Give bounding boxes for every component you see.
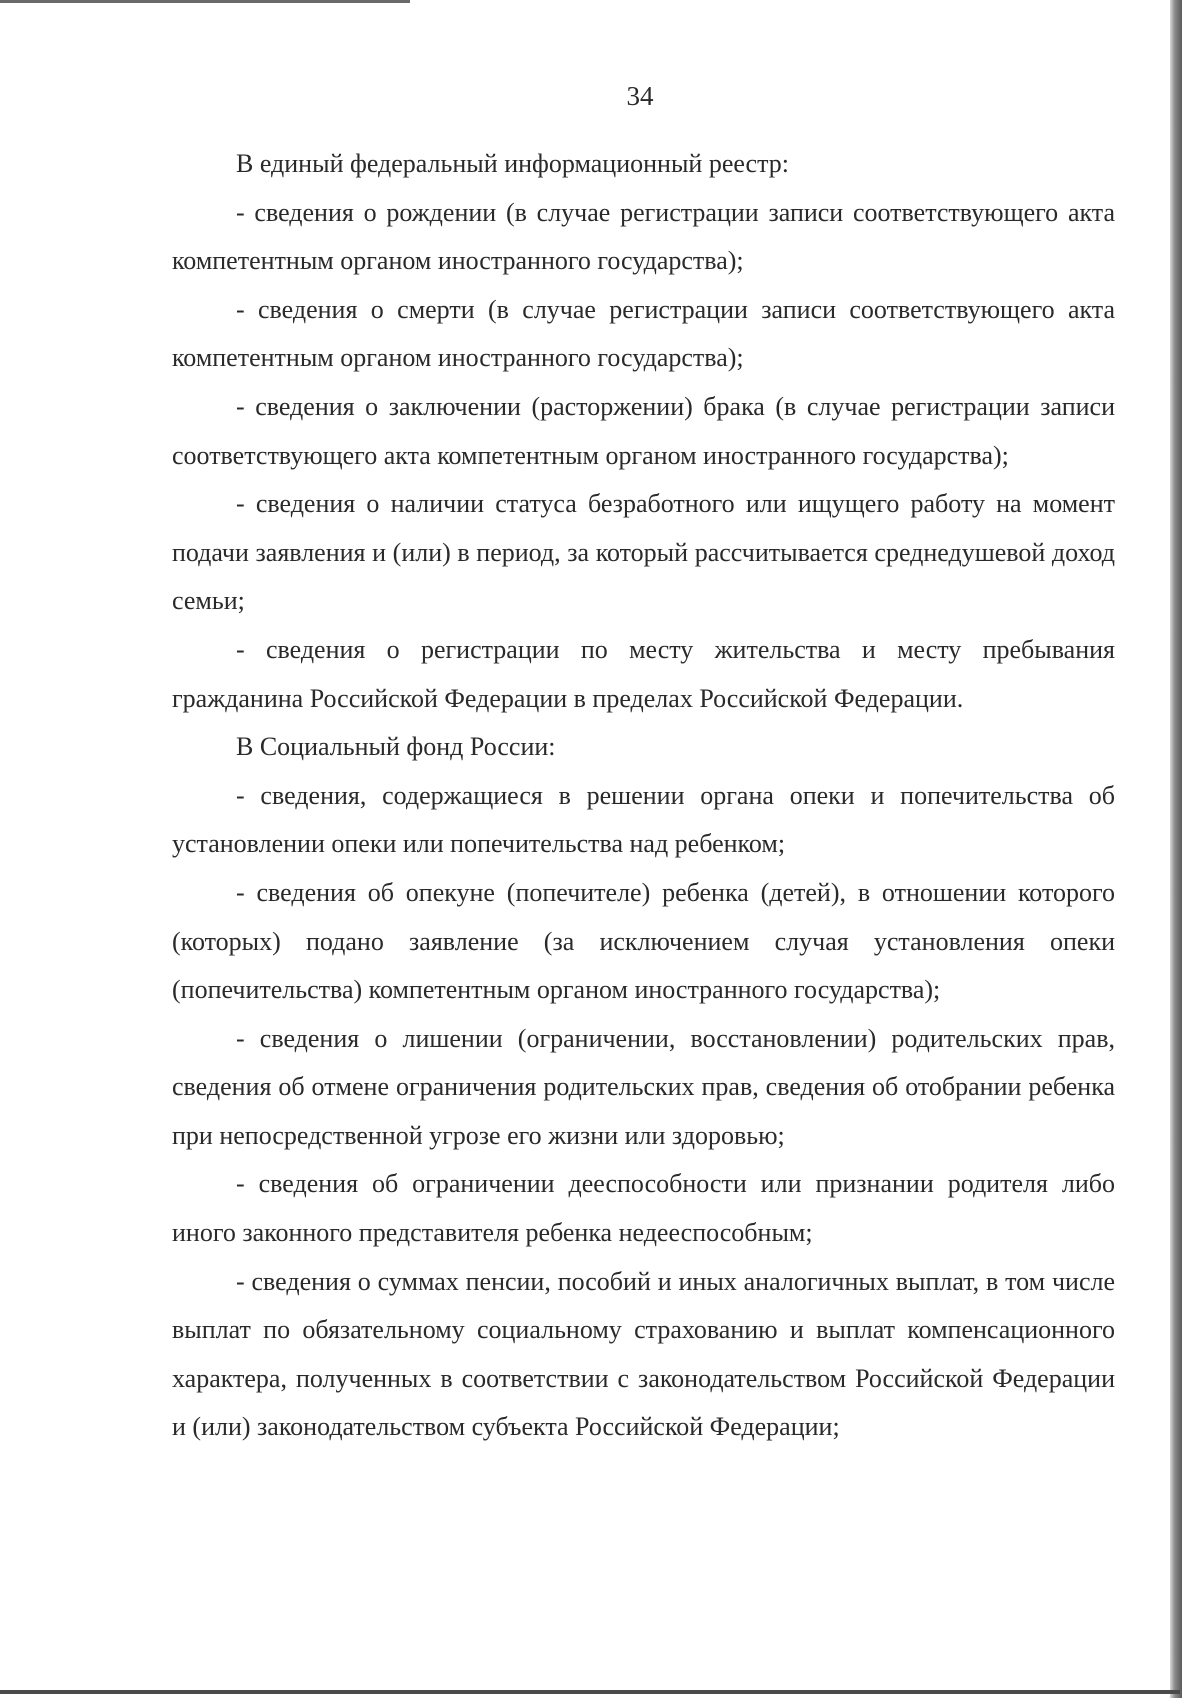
- scan-bottom-edge-line: [0, 1690, 1180, 1694]
- paragraph-birth-info: - сведения о рождении (в случае регистрации записи соответствующего акта компетентным органом иностранного государства);: [172, 197, 1115, 276]
- paragraph-unemployment-info: - сведения о наличии статуса безработного или ищущего работу на момент подачи заявления и (или) в период, за который рассчитывается среднедушевой доход семьи;: [172, 489, 1115, 616]
- paragraph-death-info: - сведения о смерти (в случае регистрации записи соответствующего акта компетентным органом иностранного государства);: [172, 294, 1115, 373]
- scan-right-edge-shadow: [1170, 0, 1182, 1698]
- page-number: 34: [626, 81, 654, 111]
- document-body: [172, 140, 1115, 1452]
- paragraph-legal-capacity: - сведения об ограничении дееспособности или признании родителя либо иного законного представителя ребенка недееспособным;: [172, 1169, 1115, 1248]
- paragraph-marriage-info: - сведения о заключении (расторжении) брака (в случае регистрации записи соответствующего акта компетентным органом иностранного государства);: [172, 391, 1115, 470]
- paragraph-guardianship-decision: - сведения, содержащиеся в решении органа опеки и попечительства об установлении опеки или попечительства над ребенком;: [172, 780, 1115, 859]
- paragraph-guardian-info: - сведения об опекуне (попечителе) ребенка (детей), в отношении которого (которых) подано заявление (за исключением случая установления опеки (попечительства) компетентным органом иностранного государства);: [172, 877, 1115, 1005]
- paragraph-parental-rights: - сведения о лишении (ограничении, восстановлении) родительских прав, сведения об отмене ограничения родительских прав, сведения об отобрании ребенка при непосредственной угрозе его жизни или здоровью;: [172, 1023, 1115, 1150]
- paragraph-social-fund-heading: В Социальный фонд России:: [236, 732, 556, 762]
- paragraph-residence-info: - сведения о регистрации по месту жительства и месту пребывания гражданина Российской Федерации в пределах Российской Федерации.: [172, 634, 1115, 713]
- paragraph-pension-amounts: - сведения о суммах пенсии, пособий и иных аналогичных выплат, в том числе выплат по обязательному социальному страхованию и выплат компенсационного характера, полученных в соответствии с законодательством Российской Федерации и (или) законодательством субъекта Российской Федерации;: [172, 1266, 1115, 1442]
- paragraph-registry-heading: В единый федеральный информационный реестр:: [236, 149, 789, 178]
- scan-top-edge-line: [0, 0, 410, 3]
